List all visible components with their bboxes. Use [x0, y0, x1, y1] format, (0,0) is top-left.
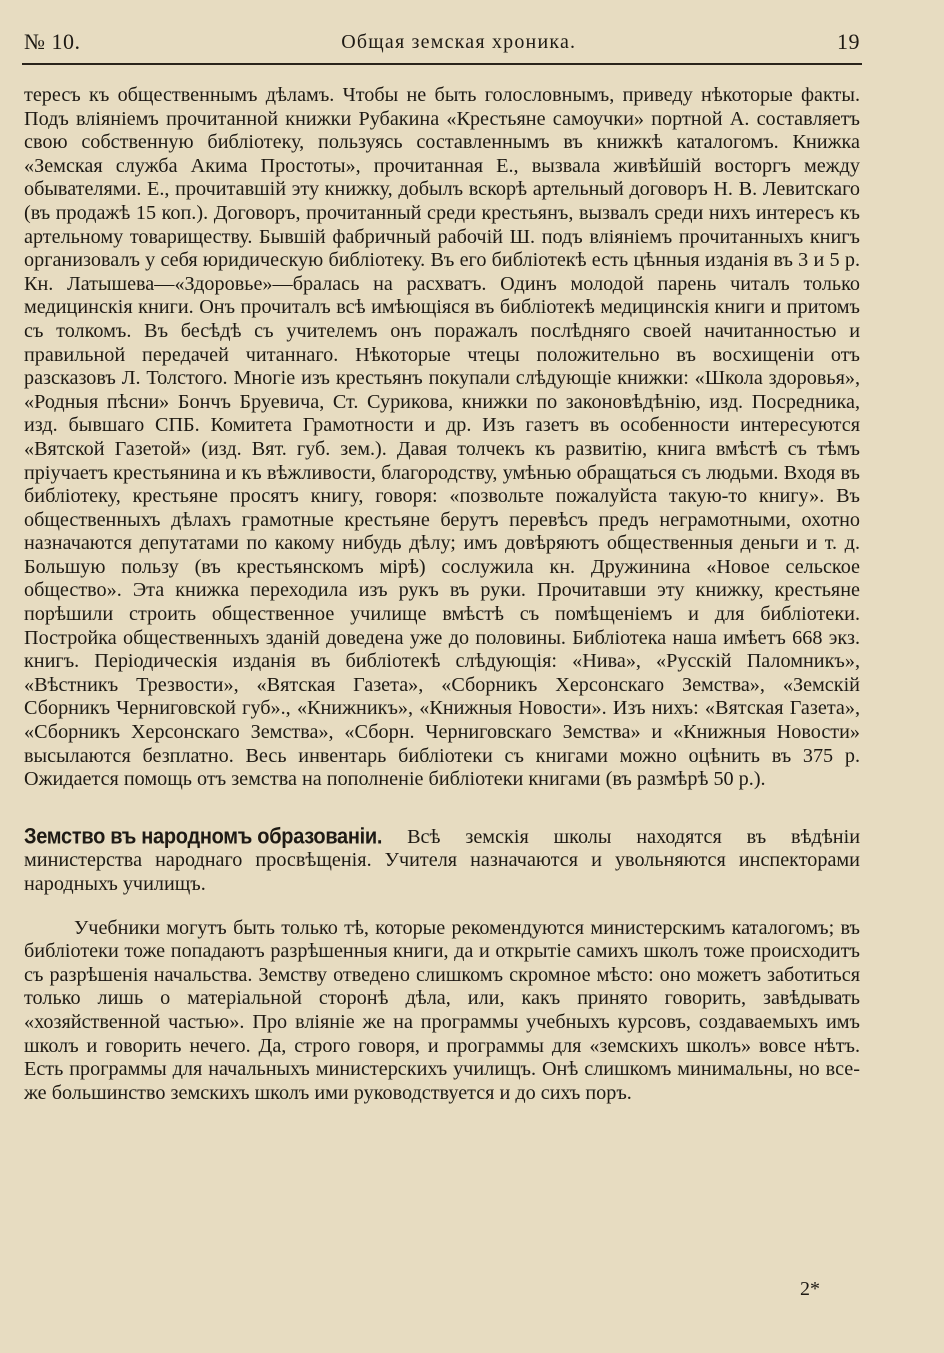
section-paragraph	[24, 826, 860, 897]
issue-number: № 10.	[24, 29, 81, 54]
paragraph: Учебники могутъ быть только тѣ, которые рекомендуются министерскимъ каталогомъ; въ библіотеки тоже попадаютъ разрѣшенныя книги, да и открытіе самихъ школъ тоже происходитъ съ разрѣшенія начальства. Земству отведено слишкомъ скромное мѣсто: оно можетъ заботиться только лишь о матеріальной сторонѣ дѣла, или, какъ принято говорить, завѣдывать «хозяйственной частью». Про вліяніе же на программы учебныхъ курсовъ, создаваемыхъ имъ школъ и говорить нечего. Да, строго говоря, и программы для «земскихъ школъ» вовсе нѣтъ. Есть программы для начальныхъ министерскихъ училищъ. Онѣ слишкомъ минимальны, но все-же большинство земскихъ школъ ими руководствуется и до сихъ поръ.	[24, 916, 860, 1104]
article-body	[24, 84, 860, 1105]
section-lead-text: Всѣ земскія школы находятся въ вѣдѣніи министерства народнаго просвѣщенія. Учителя назначаются и увольняются инспекторами народныхъ училищъ.	[24, 825, 860, 895]
page-number: 19	[837, 29, 860, 54]
paragraph-continued: тересъ къ общественнымъ дѣламъ. Чтобы не быть голословнымъ, приведу нѣкоторые факты. Подъ вліяніемъ прочитанной книжки Рубакина «Крестьяне самоучки» портной А. составляетъ свою собственную библіотеку, пользуясь составленнымъ въ книжкѣ каталогомъ. Книжка «Земская служба Акима Простоты», прочитанная Е., вызвала живѣйшій восторгъ между обывателями. Е., прочитавшій эту книжку, добылъ вскорѣ артельный договоръ Н. В. Левитскаго (въ продажѣ 15 коп.). Договоръ, прочитанный среди крестьянъ, вызвалъ среди нихъ интересъ къ артельному товариществу. Бывшій фабричный рабочій Ш. подъ вліяніемъ прочитанныхъ книгъ организовалъ у себя юридическую библіотеку. Въ его библіотекѣ есть цѣнныя изданія въ 3 и 5 р. Кн. Латышева—«Здоровье»—бралась на расхватъ. Одинъ молодой парень читалъ только медицинскія книги. Онъ прочиталъ всѣ имѣющіяся въ библіотекѣ медицинскія книги и притомъ съ толкомъ. Въ бесѣдѣ съ учителемъ онъ поражалъ послѣдняго своей начитанностью и правильной передачей читаннаго. Нѣкоторые чтецы положительно въ восхищеніи отъ разсказовъ Л. Толстого. Многіе изъ крестьянъ покупали слѣдующіе книжки: «Школа здоровья», «Родныя пѣсни» Бончъ Бруевича, Ст. Сурикова, книжки по законовѣдѣнію, изд. Посредника, изд. бывшаго СПБ. Комитета Грамотности и др. Изъ газетъ въ особенности интересуются «Вятской Газетой» (изд. Вят. губ. зем.). Давая толчекъ къ развитію, книга вмѣстѣ съ тѣмъ пріучаетъ крестьянина и къ вѣжливости, благородству, умѣнью обращаться съ людьми. Входя въ библіотеку, крестьяне просятъ книгу, говоря: «позвольте пожалуйста такую-то книгу». Въ общественныхъ дѣлахъ грамотные крестьяне берутъ перевѣсъ предъ неграмотными, охотно назначаются депутатами по какому нибудь дѣлу; имъ довѣряютъ общественныя деньги и т. д. Большую пользу (въ крестьянскомъ мірѣ) сослужила кн. Дружинина «Новое сельское общество». Эта книжка переходила изъ рукъ въ руки. Прочитавши эту книжку, крестьяне порѣшили строить общественное училище вмѣстѣ съ помѣщеніемъ и для библіотеки. Постройка общественныхъ зданій доведена уже до половины. Библіотека наша имѣетъ 668 экз. книгъ. Періодическія изданія въ библіотекѣ слѣдующія: «Нива», «Русскій Паломникъ», «Вѣстникъ Трезвости», «Вятская Газета», «Сборникъ Херсонскаго Земства», «Земскій Сборникъ Черниговской губ»., «Книжникъ», «Книжныя Новости». Изъ нихъ: «Вятская Газета», «Сборникъ Херсонскаго Земства», «Сборн. Черниговскаго Земства» и «Книжныя Новости» высылаются безплатно. Весь инвентарь библіотеки съ книгами можно оцѣнить въ 375 р. Ожидается помощь отъ земства на пополненіе библіотеки книгами (въ размѣрѣ 50 р.).	[24, 84, 860, 791]
header-rule	[22, 63, 862, 65]
journal-section-title: Общая земская хроника.	[341, 30, 577, 53]
running-header	[24, 26, 860, 58]
section-heading: Земство въ народномъ образованіи.	[24, 824, 383, 850]
signature-mark: 2*	[800, 1278, 820, 1300]
